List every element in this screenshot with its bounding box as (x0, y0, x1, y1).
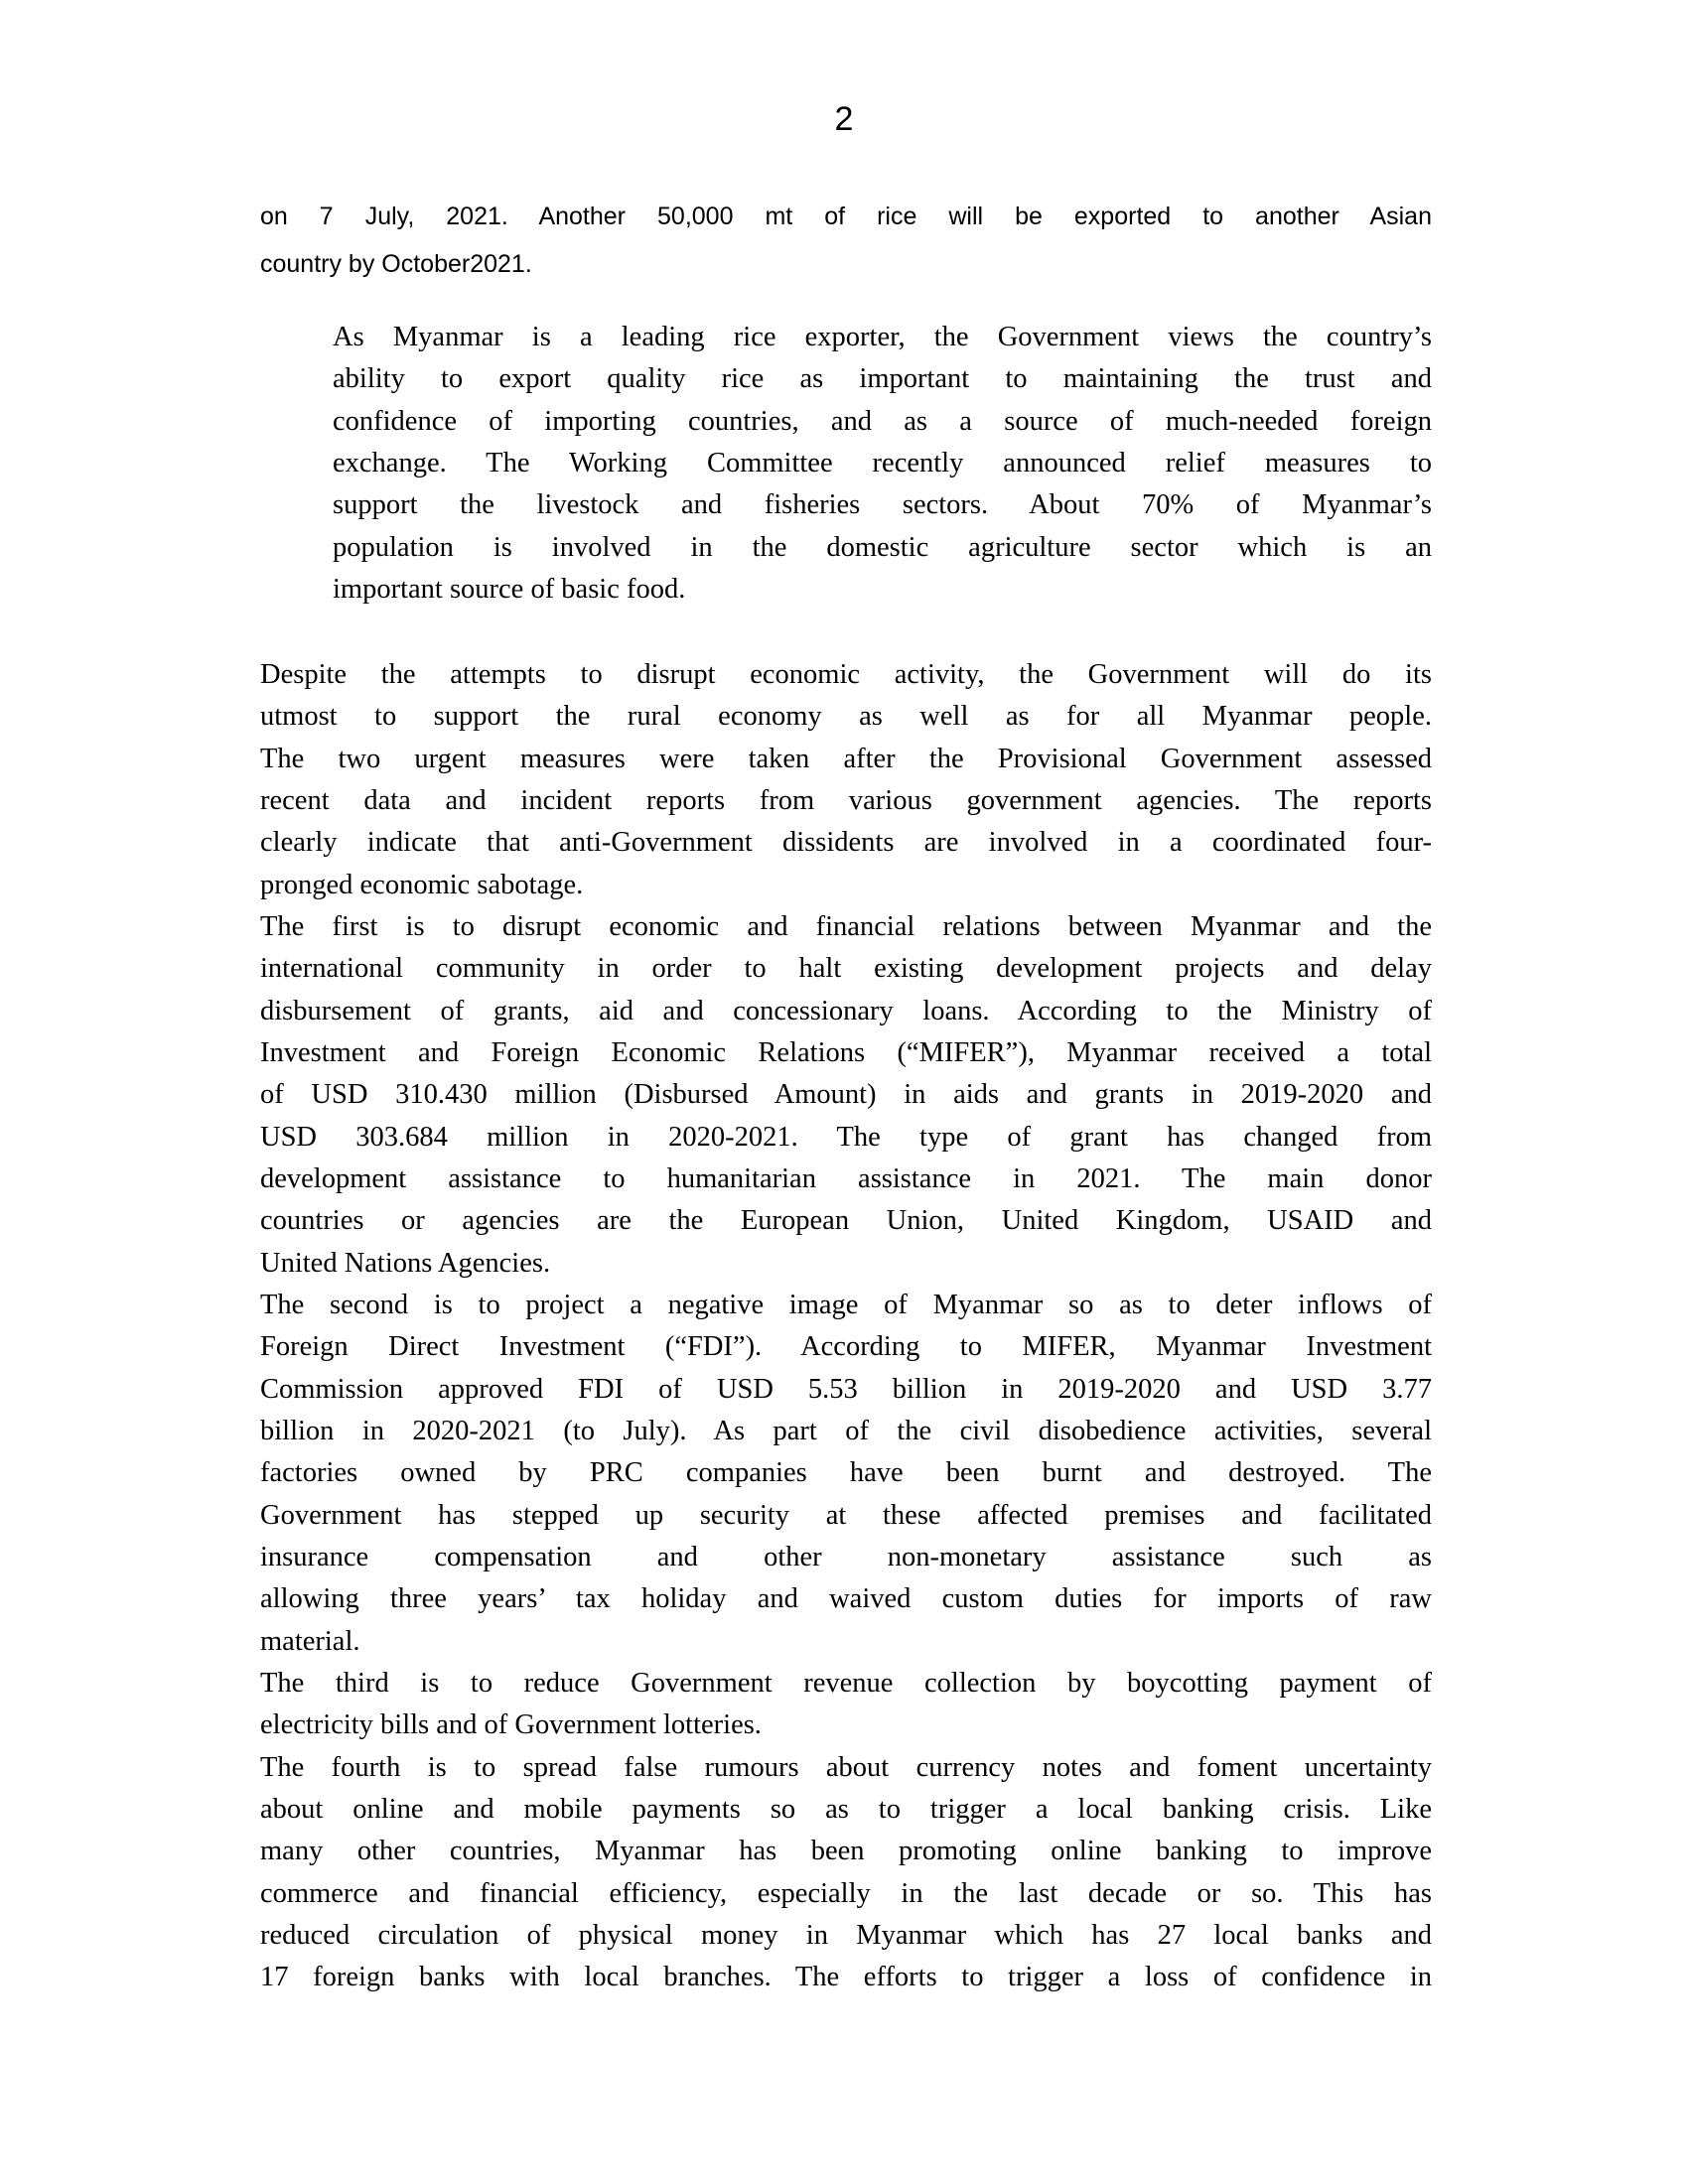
body-line: disbursement of grants, aid and concessionary loans. According to the Ministry of (260, 996, 1432, 1026)
body-line: 17 foreign banks with local branches. The efforts to trigger a loss of confidence in (260, 1962, 1432, 1992)
indented-line: support the livestock and fisheries sectors. About 70% of Myanmar’s (333, 489, 1432, 520)
body-line: recent data and incident reports from various government agencies. The reports (260, 785, 1432, 816)
intro-line: on 7 July, 2021. Another 50,000 mt of rice will be exported to another Asian (260, 203, 1432, 230)
indented-line: confidence of importing countries, and as a source of much-needed foreign (333, 406, 1432, 437)
body-line: allowing three years’ tax holiday and waived custom duties for imports of raw (260, 1583, 1432, 1614)
body-line: about online and mobile payments so as to trigger a local banking crisis. Like (260, 1794, 1432, 1825)
indented-line: population is involved in the domestic agriculture sector which is an (333, 532, 1432, 563)
body-line: The second is to project a negative image of Myanmar so as to deter inflows of (260, 1290, 1432, 1320)
body-line: Investment and Foreign Economic Relations (“MIFER”), Myanmar received a total (260, 1037, 1432, 1068)
body-line: many other countries, Myanmar has been promoting online banking to improve (260, 1836, 1432, 1866)
body-line: Foreign Direct Investment (“FDI”). According to MIFER, Myanmar Investment (260, 1331, 1432, 1362)
body-line: Government has stepped up security at these affected premises and facilitated (260, 1500, 1432, 1531)
body-line: utmost to support the rural economy as well as for all Myanmar people. (260, 701, 1432, 732)
body-line: insurance compensation and other non-monetary assistance such as (260, 1542, 1432, 1572)
indented-line: exchange. The Working Committee recently announced relief measures to (333, 448, 1432, 478)
page-number: 2 (834, 100, 854, 138)
indented-line: important source of basic food. (333, 574, 686, 605)
body-line: electricity bills and of Government lotteries. (260, 1709, 762, 1740)
body-line: factories owned by PRC companies have been burnt and destroyed. The (260, 1457, 1432, 1488)
body-line: The first is to disrupt economic and financial relations between Myanmar and the (260, 911, 1432, 942)
body-line: Despite the attempts to disrupt economic activity, the Government will do its (260, 659, 1432, 690)
body-line: material. (260, 1626, 360, 1657)
indented-line: As Myanmar is a leading rice exporter, the Government views the country’s (333, 322, 1432, 352)
body-line: Commission approved FDI of USD 5.53 billion in 2019-2020 and USD 3.77 (260, 1374, 1432, 1405)
body-line: international community in order to halt existing development projects and delay (260, 953, 1432, 984)
body-line: billion in 2020-2021 (to July). As part of the civil disobedience activities, several (260, 1416, 1432, 1446)
body-line: The two urgent measures were taken after the Provisional Government assessed (260, 744, 1432, 774)
body-line: The third is to reduce Government revenue collection by boycotting payment of (260, 1668, 1432, 1699)
body-line: countries or agencies are the European Union, United Kingdom, USAID and (260, 1205, 1432, 1236)
body-line: USD 303.684 million in 2020-2021. The type of grant has changed from (260, 1122, 1432, 1153)
body-line: The fourth is to spread false rumours about currency notes and foment uncertainty (260, 1752, 1432, 1783)
intro-line: country by October2021. (260, 250, 532, 278)
body-line: commerce and financial efficiency, especially in the last decade or so. This has (260, 1878, 1432, 1909)
body-line: of USD 310.430 million (Disbursed Amount) in aids and grants in 2019-2020 and (260, 1079, 1432, 1110)
indented-line: ability to export quality rice as important to maintaining the trust and (333, 363, 1432, 394)
body-line: clearly indicate that anti-Government dissidents are involved in a coordinated four- (260, 827, 1432, 858)
body-line: United Nations Agencies. (260, 1248, 551, 1279)
body-line: reduced circulation of physical money in Myanmar which has 27 local banks and (260, 1920, 1432, 1951)
body-line: development assistance to humanitarian assistance in 2021. The main donor (260, 1163, 1432, 1194)
body-line: pronged economic sabotage. (260, 870, 584, 900)
